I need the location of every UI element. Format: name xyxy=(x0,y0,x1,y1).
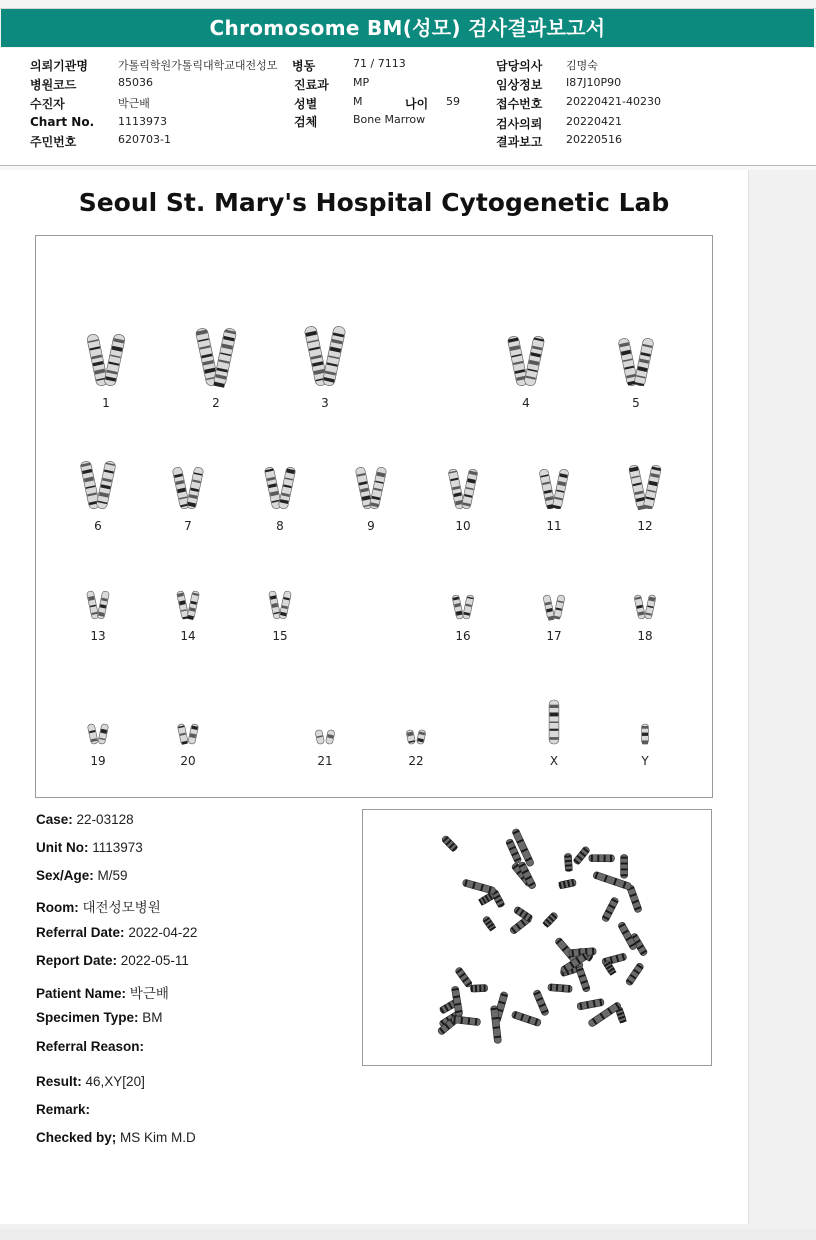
chromosome-pair-13 xyxy=(68,589,128,625)
chromosome-label: 5 xyxy=(632,396,640,410)
chromosome-pair-6 xyxy=(68,459,128,515)
chromosome-pair-7 xyxy=(158,465,218,515)
chromosome-label: 18 xyxy=(637,629,653,643)
field-value: MP xyxy=(353,76,370,89)
chromosome-label: 16 xyxy=(455,629,471,643)
field-value: 85036 xyxy=(118,76,153,89)
case-detail-row: Specimen Type: BM xyxy=(36,1010,163,1025)
chromosome-pair-X xyxy=(524,698,584,750)
field-label: 나이 xyxy=(405,97,429,111)
chromosome-pair-17 xyxy=(524,593,584,625)
case-detail-row: Referral Reason: xyxy=(36,1039,145,1054)
chromosome-label: 12 xyxy=(637,519,653,533)
case-detail-row: Patient Name: 박근배 xyxy=(36,986,169,1001)
field-value: 가톨릭학원가톨릭대학교대전성모 xyxy=(118,59,278,72)
chromosome-pair-9 xyxy=(341,465,401,515)
chromosome-label: 3 xyxy=(321,396,329,410)
chromosome-pair-16 xyxy=(433,593,493,625)
metaphase-spread xyxy=(363,810,711,1065)
field-value: 59 xyxy=(446,95,460,108)
case-detail-row: Report Date: 2022-05-11 xyxy=(36,953,189,968)
field-value: 20220516 xyxy=(566,133,622,146)
chromosome-pair-4 xyxy=(496,334,556,392)
lab-title: Seoul St. Mary's Hospital Cytogenetic Lab xyxy=(78,188,670,217)
remark-row: Remark: xyxy=(36,1102,91,1117)
field-label: 주민번호 xyxy=(30,135,77,149)
field-value: 20220421 xyxy=(566,115,622,128)
field-label: 병동 xyxy=(292,59,316,73)
chromosome-pair-22 xyxy=(386,728,446,750)
karyogram-image xyxy=(35,235,713,798)
field-value: 20220421-40230 xyxy=(566,95,661,108)
chromosome-label: 19 xyxy=(90,754,106,768)
chromosome-label: 8 xyxy=(276,519,284,533)
chromosome-pair-12 xyxy=(615,463,675,515)
field-label: 의뢰기관명 xyxy=(30,59,88,73)
metaphase-image xyxy=(362,809,712,1066)
chromosome-label: 7 xyxy=(184,519,192,533)
field-label: 수진자 xyxy=(30,97,65,111)
chromosome-label: 14 xyxy=(180,629,196,643)
field-label: 담당의사 xyxy=(496,59,543,73)
chromosome-pair-3 xyxy=(295,324,355,392)
field-label: 진료과 xyxy=(294,78,329,92)
chromosome-pair-18 xyxy=(615,593,675,625)
field-label: 접수번호 xyxy=(496,97,543,111)
chromosome-pair-19 xyxy=(68,722,128,750)
field-label: 임상정보 xyxy=(496,78,543,92)
chromosome-pair-21 xyxy=(295,728,355,750)
chromosome-label: 20 xyxy=(180,754,196,768)
chromosome-pair-1 xyxy=(76,332,136,392)
chromosome-label: 10 xyxy=(455,519,471,533)
field-value: I87J10P90 xyxy=(566,76,622,89)
field-value: 1113973 xyxy=(118,115,167,128)
case-detail-row: Referral Date: 2022-04-22 xyxy=(36,925,198,940)
chromosome-label: 13 xyxy=(90,629,106,643)
chromosome-pair-10 xyxy=(433,467,493,515)
chromosome-label: 22 xyxy=(408,754,424,768)
chromosome-label: 21 xyxy=(317,754,333,768)
field-value: 김명숙 xyxy=(566,59,598,72)
field-value: Bone Marrow xyxy=(353,113,426,126)
case-detail-row: Room: 대전성모병원 xyxy=(36,900,161,915)
chromosome-label: 6 xyxy=(94,519,102,533)
report-title: Chromosome BM(성모) 검사결과보고서 xyxy=(209,16,606,40)
window-top-edge xyxy=(0,0,816,9)
case-detail-row: Case: 22-03128 xyxy=(36,812,134,827)
checked-by-row: Checked by; MS Kim M.D xyxy=(36,1130,196,1145)
case-detail-row: Unit No: 1113973 xyxy=(36,840,143,855)
chromosome-label: 4 xyxy=(522,396,530,410)
chromosome-label: Y xyxy=(641,754,649,768)
chromosome-pair-Y xyxy=(615,722,675,750)
bottom-scroll-area xyxy=(0,1229,816,1240)
chromosome-pair-15 xyxy=(250,589,310,625)
field-label: 검사의뢰 xyxy=(496,117,543,131)
chromosome-label: 1 xyxy=(102,396,110,410)
patient-info-header xyxy=(0,48,816,166)
chromosome-pair-14 xyxy=(158,589,218,625)
report-title-bar xyxy=(1,9,814,47)
field-value: 620703-1 xyxy=(118,133,171,146)
chromosome-pair-11 xyxy=(524,467,584,515)
chromosome-label: 9 xyxy=(367,519,375,533)
chromosome-pair-20 xyxy=(158,722,218,750)
field-label: 성별 xyxy=(294,97,318,111)
field-value: 71 / 7113 xyxy=(353,57,406,70)
chromosome-pair-5 xyxy=(606,336,666,392)
chromosome-label: 17 xyxy=(546,629,562,643)
chromosome-pair-2 xyxy=(186,326,246,392)
chromosome-pair-8 xyxy=(250,465,310,515)
result-row: Result: 46,XY[20] xyxy=(36,1074,145,1089)
chromosome-label: 15 xyxy=(272,629,288,643)
chromosome-label: X xyxy=(549,754,559,768)
field-value: M xyxy=(353,95,363,108)
field-value: 박근배 xyxy=(118,97,150,110)
case-detail-row: Sex/Age: M/59 xyxy=(36,868,128,883)
field-label: 병원코드 xyxy=(30,78,77,92)
chromosome-label: 2 xyxy=(212,396,220,410)
field-label: Chart No. xyxy=(30,115,95,129)
chromosome-label: 11 xyxy=(546,519,562,533)
field-label: 결과보고 xyxy=(496,135,543,149)
report-page xyxy=(0,170,749,1224)
field-label: 검체 xyxy=(294,115,318,129)
